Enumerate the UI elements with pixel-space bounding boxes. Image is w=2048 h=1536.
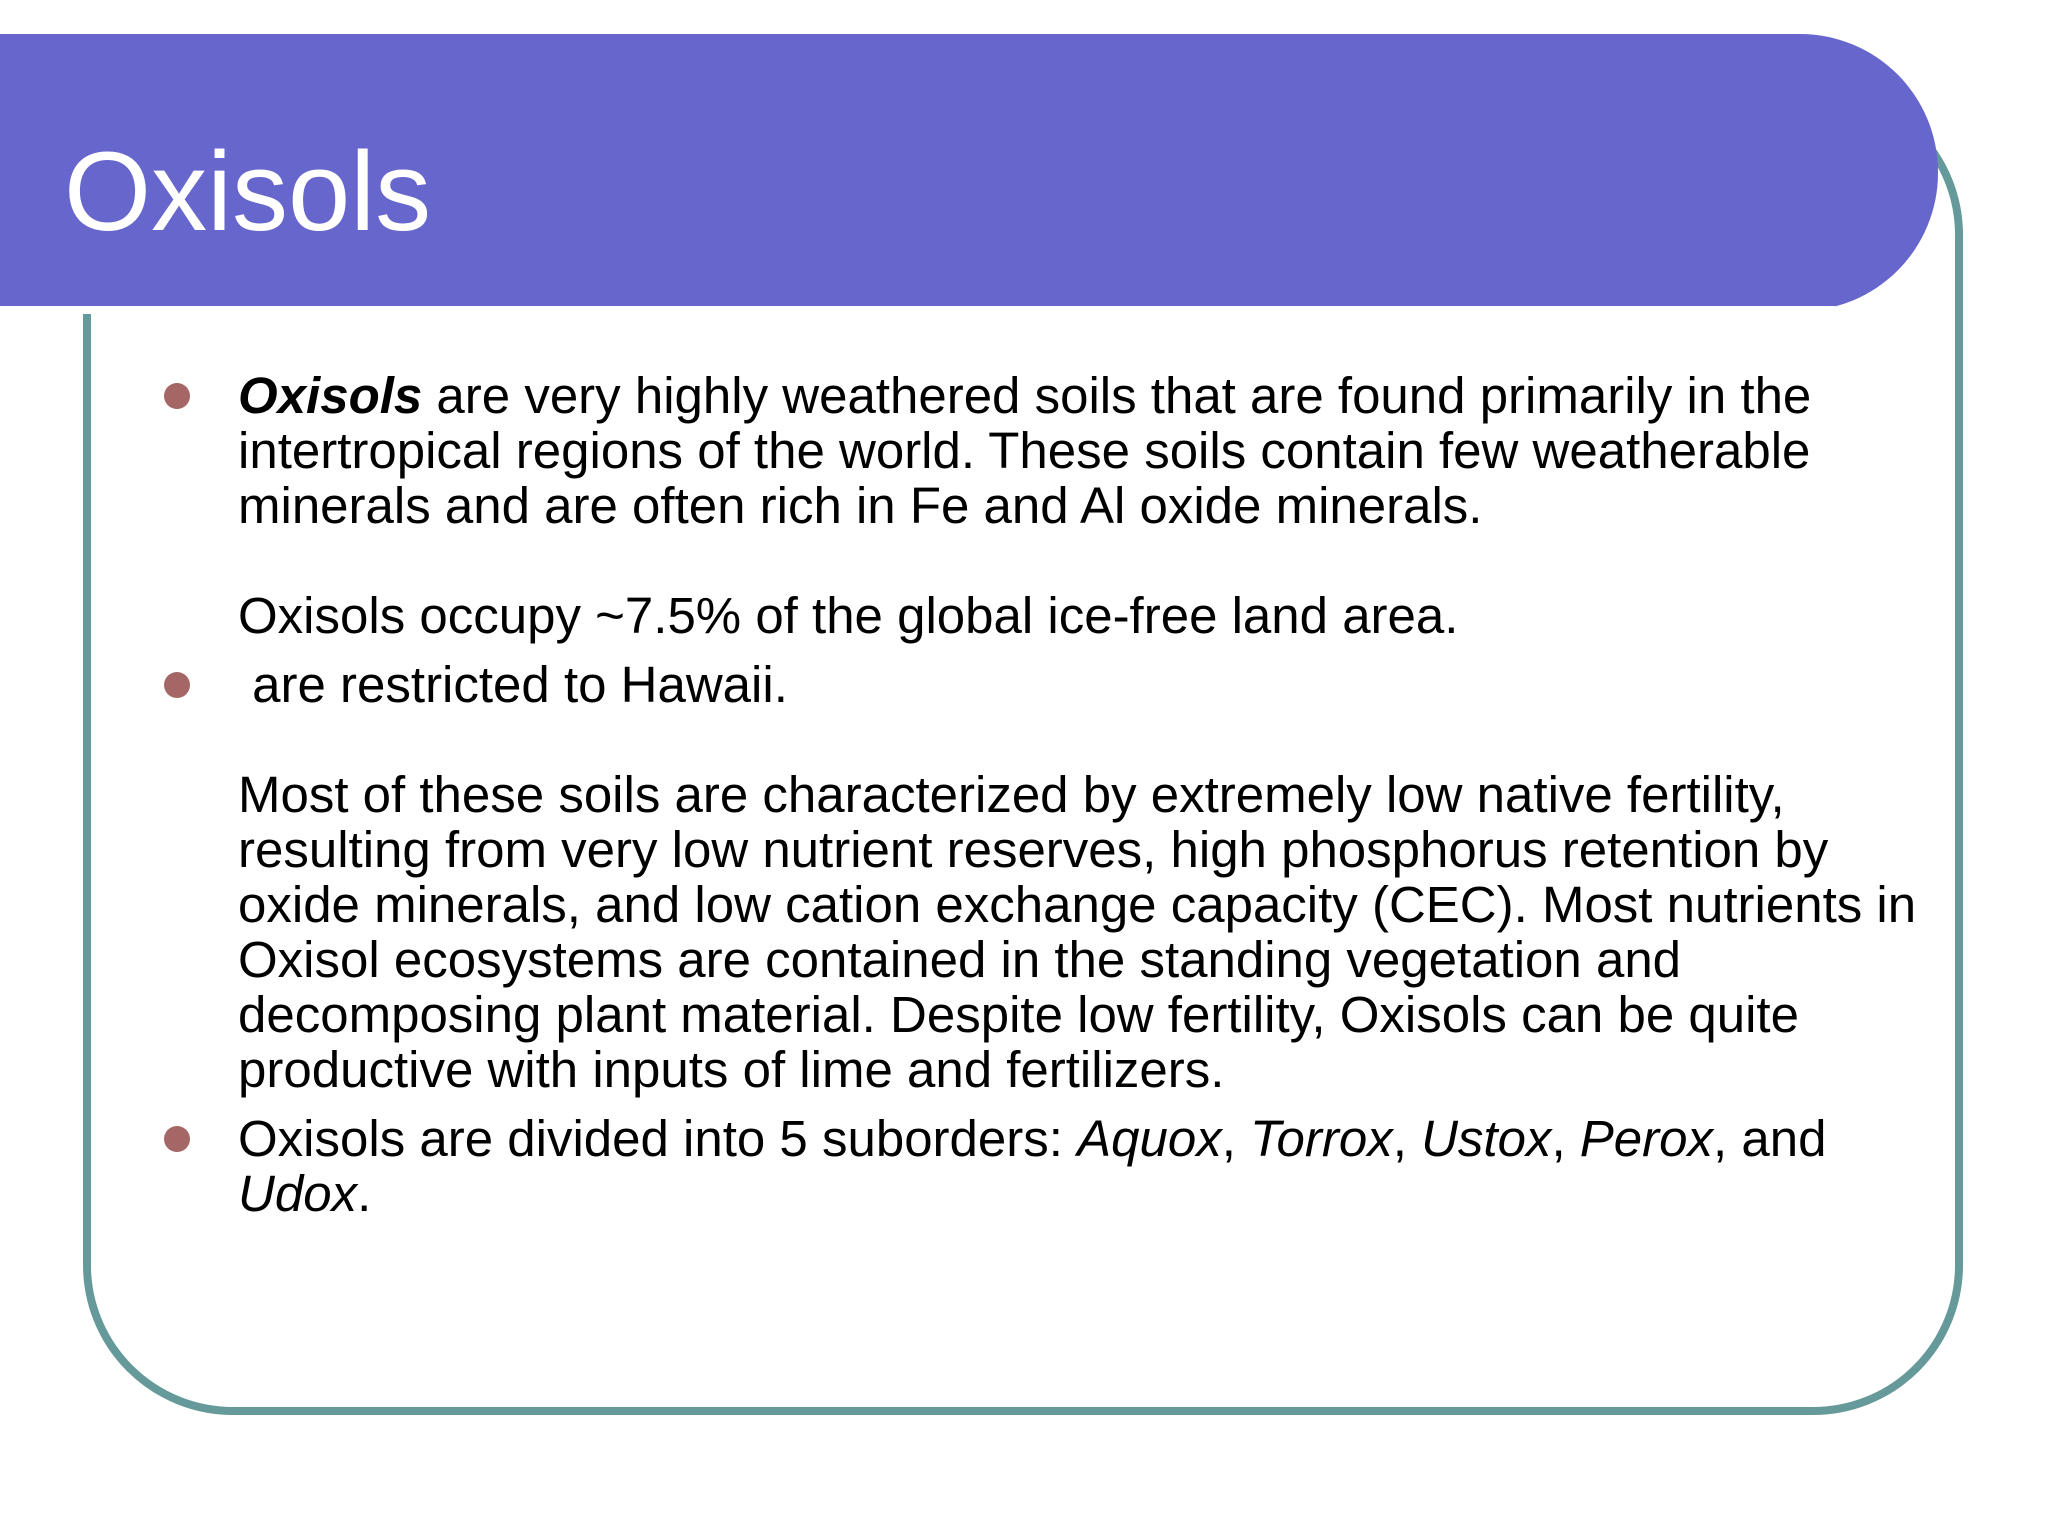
bullet-paragraph [238, 1111, 1930, 1221]
bullet-paragraph: Oxisols occupy ~7.5% of the global ice-free land area. [238, 587, 1459, 644]
suborder-name: Torrox [1250, 1110, 1393, 1167]
bullet-paragraph: Most of these soils are characterized by extremely low native fertility, resulting from very low nutrient reserves, high phosphorus retention by oxide minerals, and low cation exchange capacity (CEC). Most nutrients in Oxisol ecosystems are contained in the standing vegetation and decomposing plant material. Despite low fertility, Oxisols can be quite productive with inputs of lime and fertilizers. [238, 766, 1917, 1098]
title-underline [0, 306, 1835, 314]
bullet-dot-icon [164, 672, 190, 698]
bullet-paragraph [238, 368, 1930, 533]
slide-title: Oxisols [64, 129, 432, 254]
bullet-item [150, 1111, 1930, 1221]
bullet-item [150, 657, 1930, 1097]
bullet-dot-icon [164, 1126, 190, 1152]
bullet-paragraph: are restricted to Hawaii. [238, 656, 788, 713]
separator: , and [1713, 1110, 1841, 1167]
separator: , [1221, 1110, 1251, 1167]
separator: , [1392, 1110, 1422, 1167]
paragraph-gap [238, 712, 1930, 767]
separator: , [1551, 1110, 1580, 1167]
bullet-dot-icon [164, 383, 190, 409]
lead-term: Oxisols [238, 367, 423, 424]
suborder-name: Perox [1579, 1110, 1714, 1167]
bullet-text: are very highly weathered soils that are found primarily in the intertropical regions of the world. These soils contain few weatherable minerals and are often rich in Fe and Al oxide minerals. [238, 367, 1812, 534]
bullet-text: Oxisols are divided into 5 suborders: [238, 1110, 1078, 1167]
separator: . [357, 1165, 372, 1222]
suborder-name: Ustox [1421, 1110, 1552, 1167]
title-bar [0, 34, 1938, 311]
slide-content [150, 368, 1930, 1221]
suborder-name: Aquox [1077, 1110, 1222, 1167]
bullet-item [150, 368, 1930, 643]
suborder-name: Udox [238, 1165, 358, 1222]
